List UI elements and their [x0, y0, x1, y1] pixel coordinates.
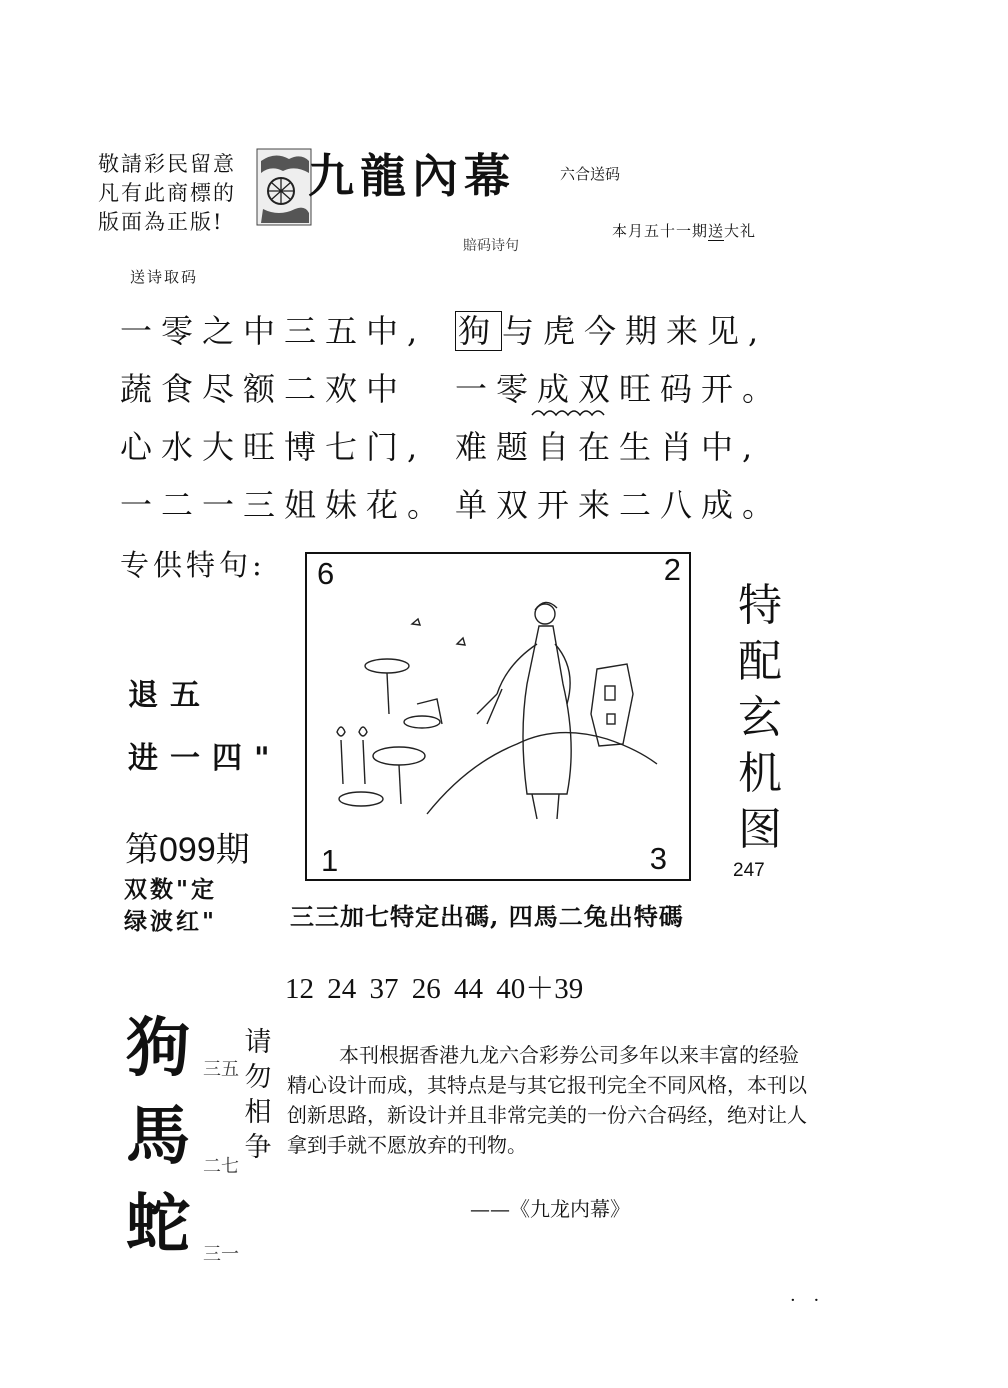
- zodiac-char: 狗: [126, 1011, 190, 1086]
- side-hint-advance: 进一四": [128, 741, 282, 776]
- side-hint-retreat: 退五: [128, 678, 212, 713]
- poem-line: 心水大旺博七门,: [120, 428, 427, 466]
- intro-paragraph: [287, 1040, 807, 1160]
- double-hint-line: 绿波红": [124, 908, 217, 935]
- special-code-hint: 三三加七特定出碼, 四馬二兔出特碼: [290, 902, 684, 931]
- warning-column: [238, 1025, 278, 1165]
- corner-number: 3: [649, 841, 667, 876]
- small-hint: 二七: [203, 1156, 239, 1177]
- gift-underlined: 送: [708, 222, 725, 240]
- wavy-underline-icon: [530, 405, 610, 419]
- poem-left-column: [120, 302, 448, 534]
- number-list: 12 24 37 26 44 40＋39: [285, 973, 584, 1005]
- corner-number: 1: [321, 843, 339, 878]
- warning-char: 勿: [244, 1062, 272, 1093]
- zodiac-char: 馬: [126, 1099, 190, 1174]
- special-phrase-label: 专供特句:: [120, 548, 266, 582]
- poem-line: 难题自在生肖中,: [455, 428, 762, 466]
- signature: ——《九龙内幕》: [470, 1197, 630, 1221]
- gift-prefix: 本月五十一期: [612, 222, 709, 240]
- warning-char: 请: [244, 1027, 272, 1058]
- title-char: 配: [738, 636, 782, 687]
- poem-label: 賠码诗句: [463, 238, 519, 254]
- mystery-picture-frame: [305, 552, 691, 881]
- poem-line-rest: 与虎今期来见,: [502, 312, 768, 350]
- double-hint: [124, 874, 217, 938]
- lady-with-lotus-illustration-icon: [327, 574, 672, 864]
- gift-suffix: 大礼: [724, 222, 757, 240]
- poem-line: 一零成双旺码开。: [455, 370, 784, 408]
- gift-banner: [612, 220, 756, 241]
- poem-right-column: [455, 302, 783, 534]
- masthead-title: 九龍內幕: [308, 149, 516, 203]
- poem-line: 蔬食尽额二欢中: [120, 370, 408, 408]
- corner-number: 2: [663, 552, 681, 587]
- issue-number: 第099期: [125, 831, 250, 869]
- warning-char: 相: [244, 1097, 272, 1128]
- boxed-character: 狗: [455, 311, 502, 351]
- warning-char: 争: [244, 1132, 272, 1163]
- title-char: 玄: [738, 692, 782, 743]
- intro-text: 本刊根据香港九龙六合彩券公司多年以来丰富的经验精心设计而成，其特点是与其它报刊完全不同风格，本刊以创新思路，新设计并且非常完美的一份六合码经，绝对让人拿到手就不愿放弃的刊物。: [287, 1043, 807, 1157]
- title-char: 特: [738, 580, 782, 631]
- scan-dots: · ·: [790, 1290, 826, 1311]
- poem-line: 单双开来二八成。: [455, 486, 784, 524]
- notice-line: 敬請彩民留意: [98, 152, 236, 176]
- masthead-subtitle: 六合送码: [560, 165, 621, 183]
- zodiac-char: 蛇: [126, 1187, 190, 1262]
- small-hint: 三一: [203, 1244, 239, 1265]
- notice-line: 版面為正版!: [98, 210, 224, 234]
- send-poem-label: 送诗取码: [130, 268, 199, 286]
- poem-line: 一零之中三五中,: [120, 312, 427, 350]
- corner-number: 6: [317, 556, 335, 591]
- title-char: 机: [738, 748, 782, 799]
- title-char: 图: [738, 804, 782, 855]
- mystery-picture-title: [735, 578, 785, 858]
- poem-line: 一二一三姐妹花。: [120, 486, 449, 524]
- notice-line: 凡有此商標的: [98, 181, 236, 205]
- zodiac-column: [118, 1005, 198, 1269]
- authenticity-notice: [98, 150, 236, 237]
- double-hint-line: 双数"定: [124, 876, 217, 903]
- figure-number: 247: [733, 860, 765, 881]
- lotus-logo-icon: [255, 147, 313, 227]
- small-hint: 三五: [203, 1059, 239, 1080]
- poem-line: [455, 302, 783, 360]
